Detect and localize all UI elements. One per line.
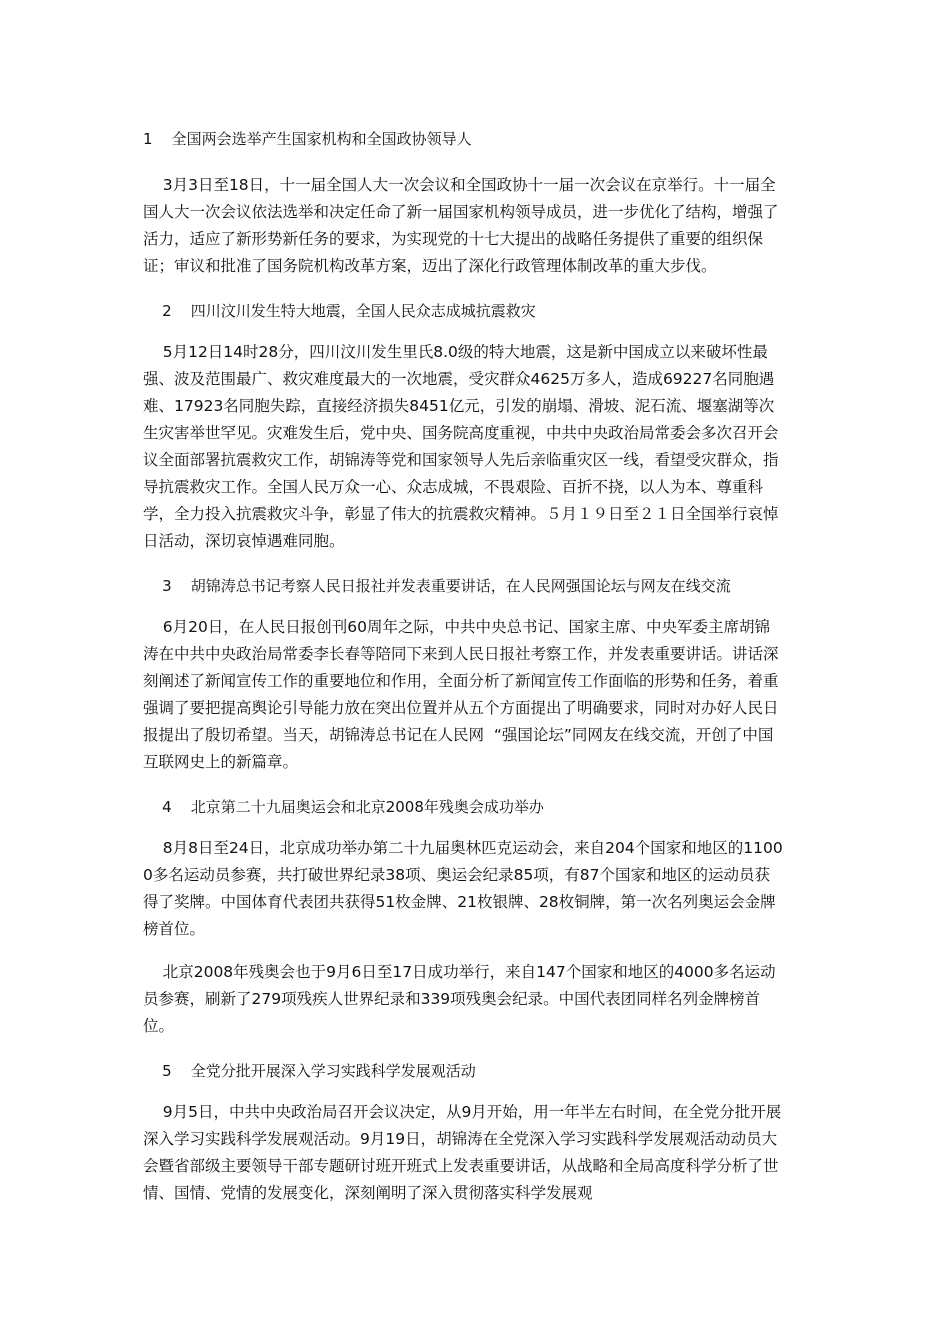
section-3-paragraph-1: 6月20日，在人民日报创刊60周年之际，中共中央总书记、国家主席、中央军委主席胡锦涛在中共中央政治局常委李长春等陪同下来到人民日报社考察工作，并发表重要讲话。讲话深刻阐述了新闻宣传工作的重要地位和作用，全面分析了新闻宣传工作面临的形势和任务，着重强调了要把提高舆论引导能力放在突出位置并从五个方面提出了明确要求，同时对办好人民日报提出了殷切希望。当天，胡锦涛总书记在人民网 “强国论坛”同网友在线交流，开创了中国互联网史上的新篇章。	[143, 618, 779, 771]
section-4-heading: 4 北京第二十九届奥运会和北京2008年残奥会成功举办	[143, 798, 544, 816]
section-1-heading: 1 全国两会选举产生国家机构和全国政协领导人	[143, 130, 472, 148]
section-5-heading: 5 全党分批开展深入学习实践科学发展观活动	[143, 1062, 476, 1080]
section-2-paragraph-1: 5月12日14时28分，四川汶川发生里氏8.0级的特大地震，这是新中国成立以来破坏性最强、波及范围最广、救灾难度最大的一次地震，受灾群众4625万多人，造成69227名同胞遇难、17923名同胞失踪，直接经济损失8451亿元，引发的崩塌、滑坡、泥石流、堰塞湖等次生灾害举世罕见。灾难发生后，党中央、国务院高度重视，中共中央政治局常委会多次召开会议全面部署抗震救灾工作，胡锦涛等党和国家领导人先后亲临重灾区一线，看望受灾群众，指导抗震救灾工作。全国人民万众一心、众志成城，不畏艰险、百折不挠，以人为本、尊重科学，全力投入抗震救灾斗争，彰显了伟大的抗震救灾精神。５月１９日至２１日全国举行哀悼日活动，深切哀悼遇难同胞。	[143, 343, 779, 550]
section-2-heading: 2 四川汶川发生特大地震，全国人民众志成城抗震救灾	[143, 302, 536, 320]
section-4-paragraph-1: 8月8日至24日，北京成功举办第二十九届奥林匹克运动会，来自204个国家和地区的11000多名运动员参赛，共打破世界纪录38项、奥运会纪录85项，有87个国家和地区的运动员获得了奖牌。中国体育代表团共获得51枚金牌、21枚银牌、28枚铜牌，第一次名列奥运会金牌榜首位。	[143, 839, 783, 938]
section-5-paragraph-1: 9月5日，中共中央政治局召开会议决定，从9月开始，用一年半左右时间，在全党分批开展深入学习实践科学发展观活动。9月19日，胡锦涛在全党深入学习实践科学发展观活动动员大会暨省部级主要领导干部专题研讨班开班式上发表重要讲话，从战略和全局高度科学分析了世情、国情、党情的发展变化，深刻阐明了深入贯彻落实科学发展观	[143, 1103, 782, 1202]
document-page	[143, 120, 783, 1223]
section-1-paragraph-1: 3月3日至18日，十一届全国人大一次会议和全国政协十一届一次会议在京举行。十一届全国人大一次会议依法选举和决定任命了新一届国家机构领导成员，进一步优化了结构，增强了活力，适应了新形势新任务的要求，为实现党的十七大提出的战略任务提供了重要的组织保证；审议和批准了国务院机构改革方案，迈出了深化行政管理体制改革的重大步伐。	[143, 176, 779, 275]
section-4-paragraph-2: 北京2008年残奥会也于9月6日至17日成功举行，来自147个国家和地区的4000多名运动员参赛，刷新了279项残疾人世界纪录和339项残奥会纪录。中国代表团同样名列金牌榜首位。	[143, 963, 776, 1035]
section-3-heading: 3 胡锦涛总书记考察人民日报社并发表重要讲话，在人民网强国论坛与网友在线交流	[143, 577, 731, 595]
